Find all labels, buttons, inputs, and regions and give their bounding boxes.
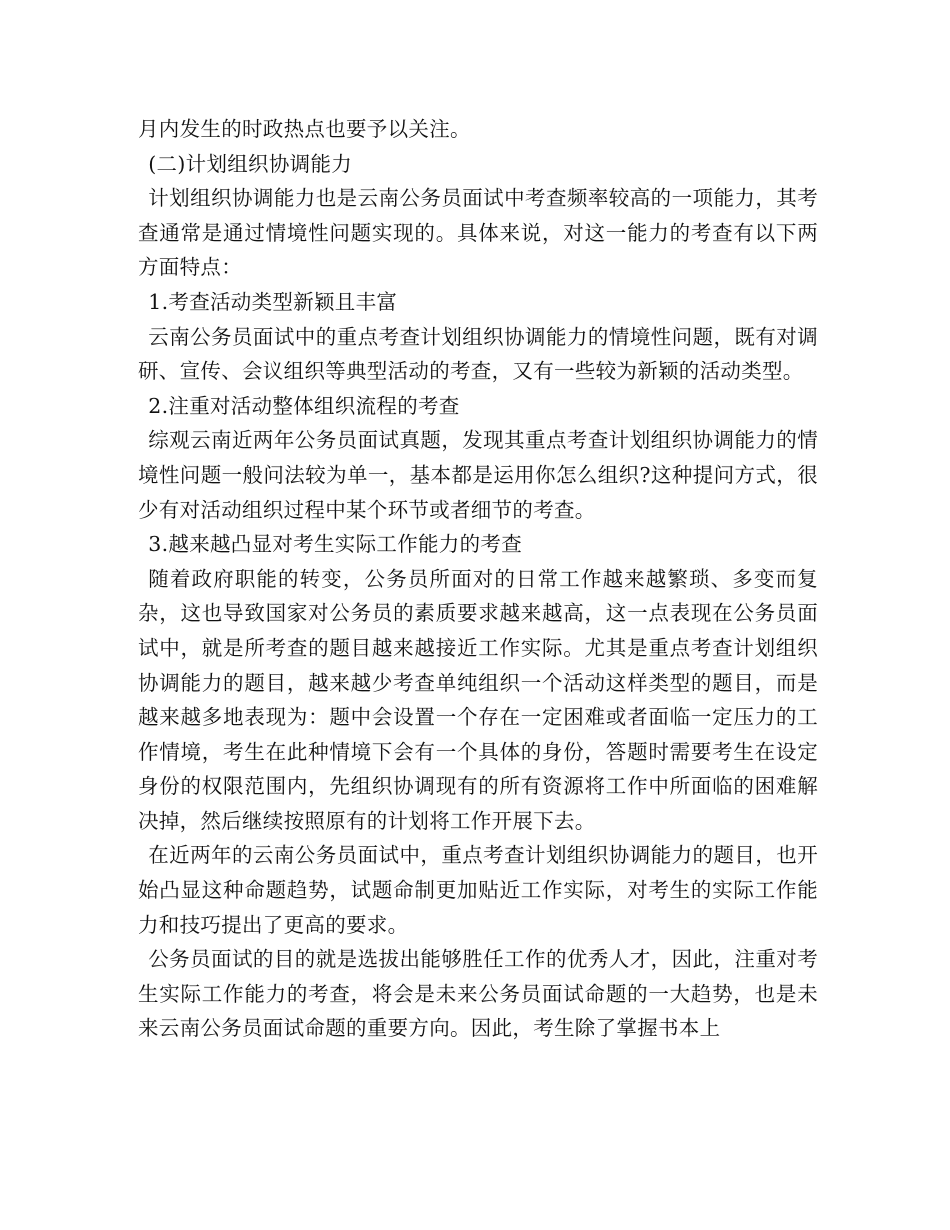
subheading: 2.注重对活动整体组织流程的考查	[148, 393, 460, 418]
paragraph: 计划组织协调能力也是云南公务员面试中考查频率较高的一项能力，其考查通常是通过情境性问题实现的。具体来说，对这一能力的考查有以下两方面特点：	[138, 186, 818, 280]
paragraph: 在近两年的云南公务员面试中，重点考查计划组织协调能力的题目，也开始凸显这种命题趋势，试题命制更加贴近工作实际，对考生的实际工作能力和技巧提出了更高的要求。	[138, 843, 818, 937]
paragraph: 公务员面试的目的就是选拔出能够胜任工作的优秀人才，因此，注重对考生实际工作能力的考查，将会是未来公务员面试命题的一大趋势，也是未来云南公务员面试命题的重要方向。因此，考生除了掌握书本上	[138, 947, 818, 1041]
paragraph-continuation: 月内发生的时政热点也要予以关注。	[138, 117, 471, 141]
paragraph: 云南公务员面试中的重点考查计划组织协调能力的情境性问题，既有对调研、宣传、会议组织等典型活动的考查，又有一些较为新颖的活动类型。	[138, 324, 818, 384]
paragraph: 随着政府职能的转变，公务员所面对的日常工作越来越繁琐、多变而复杂，这也导致国家对公务员的素质要求越来越高，这一点表现在公务员面试中，就是所考查的题目越来越接近工作实际。尤其是重点考查计划组织协调能力的题目，越来越少考查单纯组织一个活动这样类型的题目，而是越来越多地表现为：题中会设置一个存在一定困难或者面临一定压力的工作情境，考生在此种情境下会有一个具体的身份，答题时需要考生在设定身份的权限范围内，先组织协调现有的所有资源将工作中所面临的困难解决掉，然后继续按照原有的计划将工作开展下去。	[138, 566, 818, 833]
subheading: 3.越来越凸显对考生实际工作能力的考查	[148, 532, 523, 557]
paragraph: 综观云南近两年公务员面试真题，发现其重点考查计划组织协调能力的情境性问题一般问法较为单一，基本都是运用你怎么组织?这种提问方式，很少有对活动组织过程中某个环节或者细节的考查。	[138, 428, 818, 522]
section-heading: (二)计划组织协调能力	[148, 151, 353, 176]
subheading: 1.考查活动类型新颖且丰富	[148, 289, 398, 314]
document-body	[138, 112, 818, 1046]
